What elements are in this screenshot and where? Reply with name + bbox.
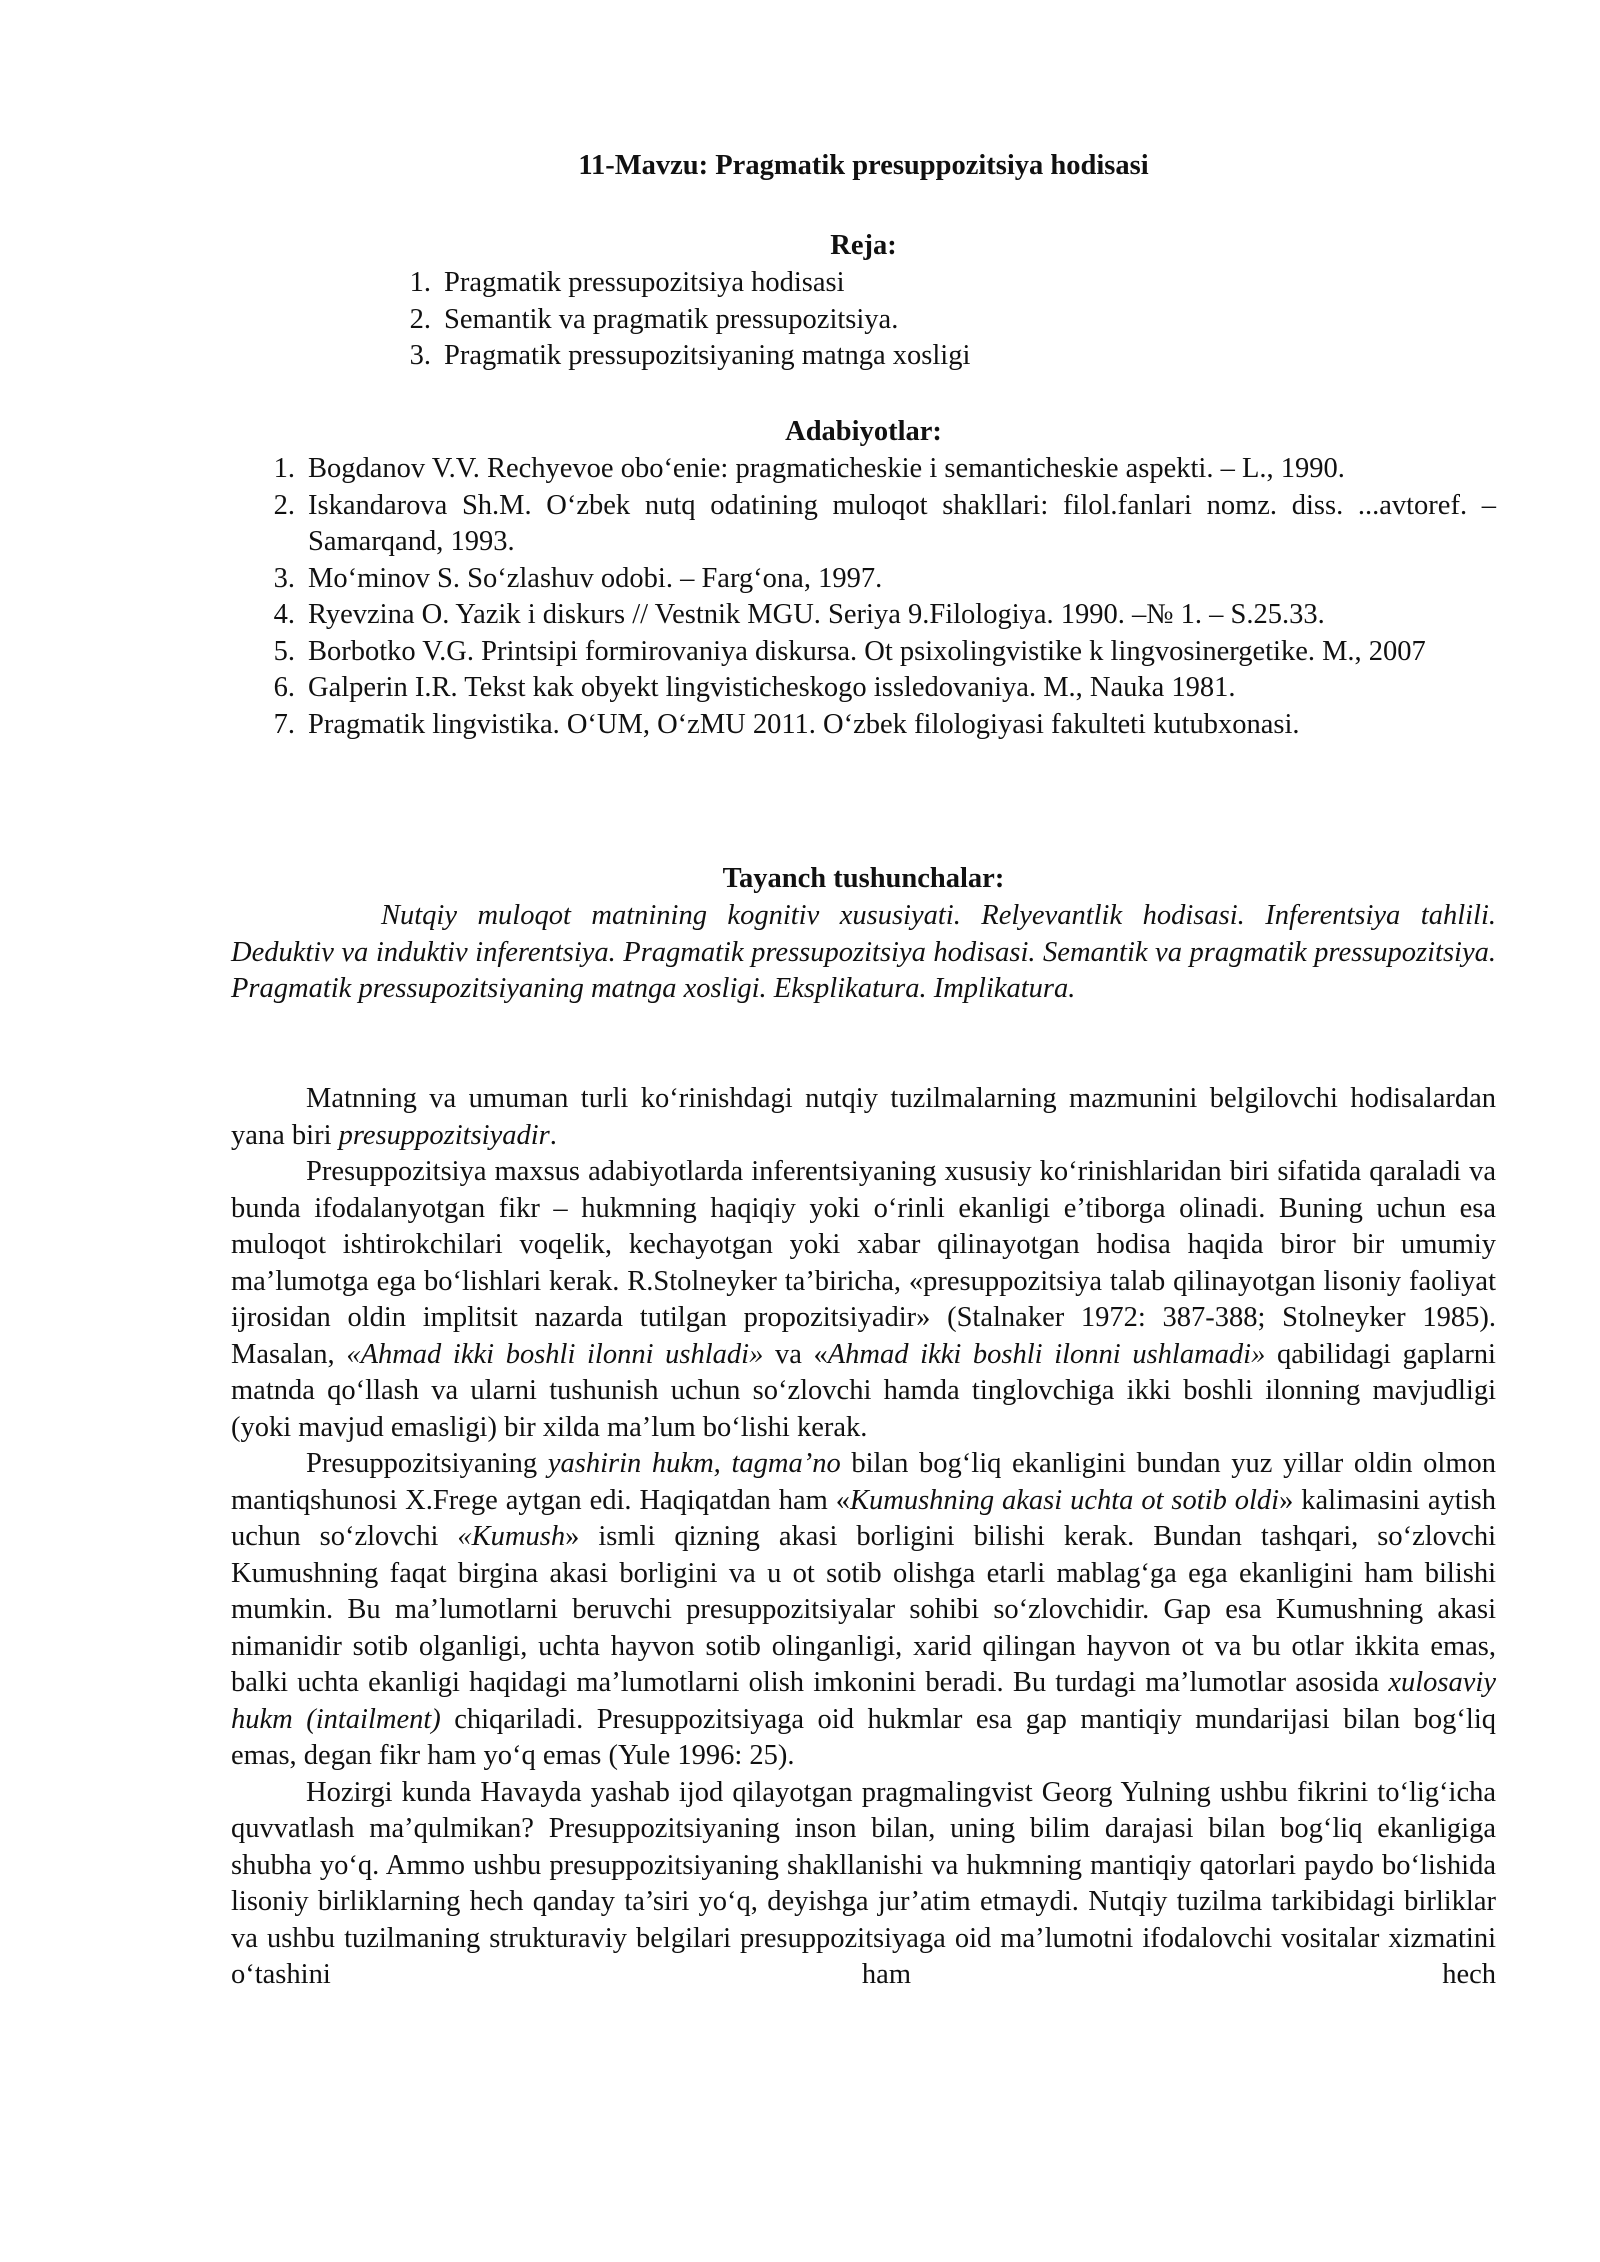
text-run: » ismli qizning akasi borligini bilishi kerak. Bundan tashqari, so‘zlovchi Kumushning faqat birgina akasi borligini va u ot sotib olishga etarli mablag‘ga ega ekanligini ham bilishi mumkin. Bu ma’lumotlarni beruvchi presuppozitsiyalar sohibi so‘zlovchidir. Gap esa Kumushning akasi nimanidir sotib olganligi, uchta hayvon sotib olinganligi, xarid qilingan hayvon ot va bu otlar ikkita emas, balki uchta ekanligi haqidagi ma’lumotlarni olish imkonini beradi. Bu turdagi ma’lumotlar asosida — [231, 1521, 1496, 1698]
page-title: 11-Mavzu: Pragmatik presuppozitsiya hodisasi — [578, 150, 1149, 181]
reference-text: Mo‘minov S. So‘zlashuv odobi. – Farg‘ona, 1997. — [308, 562, 883, 594]
text-run: Presuppozitsiya maxsus adabiyotlarda inferentsiyaning xususiy ko‘rinishlaridan biri sifatida qaraladi va bunda ifodalanyotgan fikr – hukmning haqiqiy yoki o‘rinli ekanligi e’tiborga olinadi. Buning uchun esa muloqot ishtirokchilari voqelik, kechayotgan yoki xabar qilinayotgan hodisa haqida biror bir umumiy ma’lumotga ega bo‘lishlari kerak. R.Stolneyker ta’biricha, «presuppozitsiya talab qilinayotgan lisoniy faoliyat ijrosidan oldin implitsit nazarda tutilgan propozitsiyadir» (Stalnaker 1972: 387-388; Stolneyker 1985). Masalan, — [231, 1156, 1496, 1370]
text-run: » kalimasini aytish uchun so‘zlovchi — [231, 1484, 1497, 1552]
reference-text: Galperin I.R. Tekst kak obyekt lingvisticheskogo issledovaniya. M., Nauka 1981. — [308, 672, 1236, 703]
italic-run: xulosaviy hukm (intailment) — [231, 1667, 1496, 1735]
plan-item-number: 2. — [409, 303, 431, 335]
text-run: va « — [763, 1338, 828, 1370]
body-paragraph-3 — [231, 1446, 1496, 1775]
references-heading: Adabiyotlar: — [785, 416, 942, 447]
plan-item — [386, 302, 1286, 339]
reference-number: 3. — [273, 562, 295, 594]
reference-number: 2. — [273, 489, 295, 521]
plan-item-text: Pragmatik pressupozitsiya hodisasi — [444, 267, 845, 298]
text-run: Matnning va umuman turli ko‘rinishdagi nutqiy tuzilmalarning mazmunini belgilovchi hodisalardan yana biri — [231, 1083, 1496, 1151]
reference-item — [231, 488, 1496, 561]
body-paragraph-2 — [231, 1154, 1496, 1446]
reference-text: Pragmatik lingvistika. O‘UM, O‘zMU 2011. O‘zbek filologiyasi fakulteti kutubxonasi. — [308, 708, 1300, 740]
keywords-heading: Tayanch tushunchalar: — [722, 863, 1005, 894]
reference-number: 6. — [273, 672, 295, 703]
italic-run: Ahmad ikki boshli ilonni ushlamadi» — [827, 1338, 1266, 1370]
text-run: qabilidagi gaplarni matnda qo‘llash va ularni tushunish uchun so‘zlovchi hamda tinglovchiga ikki boshli ilonning mavjudligi (yoki mavjud emasligi) bir xilda ma’lum bo‘lishi kerak. — [231, 1338, 1496, 1443]
body-paragraph-4: Hozirgi kunda Havayda yashab ijod qilayotgan pragmalingvist Georg Yulning ushbu fikrini to‘lig‘icha quvvatlash ma’qulmikan? Presuppozitsiyaning inson bilan, uning bilim darajasi bilan bog‘liq ekanligiga shubha yo‘q. Ammo ushbu presuppozitsiyaning shakllanishi va hukmning mantiqiy qatorlari paydo bo‘lishida lisoniy birliklarning hech qanday ta’siri yo‘q, deyishga jur’atim etmaydi. Nutqiy tuzilma tarkibidagi birliklar va ushbu tuzilmaning strukturaviy belgilari presuppozitsiyaga oid ma’lumotni ifodalovchi vositalar xizmatini o‘tashini ham hech — [231, 1776, 1496, 1990]
references-list — [231, 451, 1496, 743]
reference-item — [231, 634, 1496, 671]
reference-text: Bogdanov V.V. Rechyevoe obo‘enie: pragmaticheskie i semanticheskie aspekti. – L., 1990. — [308, 453, 1345, 484]
italic-run: presuppozitsiyadir — [338, 1119, 550, 1151]
reference-text: Borbotko V.G. Printsipi formirovaniya diskursa. Ot psixolingvistike k lingvosinergetike. M., 2007 — [308, 635, 1426, 667]
reference-item — [231, 597, 1496, 634]
italic-run: Kumushning akasi uchta ot sotib oldi — [849, 1484, 1280, 1516]
keywords-text: Nutqiy muloqot matnining kognitiv xususiyati. Relyevantlik hodisasi. Inferentsiya tahlili. Deduktiv va induktiv inferentsiya. Pragmatik pressupozitsiya hodisasi. Semantik va pragmatik pressupozitsiya. Pragmatik pressupozitsiyaning matnga xosligi. Eksplikatura. Implikatura. — [231, 900, 1496, 1004]
plan-list — [386, 265, 1286, 375]
italic-run: «Kumush — [457, 1521, 566, 1552]
reference-item — [231, 561, 1496, 598]
reference-number: 1. — [273, 453, 295, 484]
reference-number: 5. — [273, 635, 295, 667]
text-run: Presuppozitsiyaning — [306, 1448, 548, 1479]
text-run: chiqariladi. Presuppozitsiyaga oid hukmlar esa gap mantiqiy mundarijasi bilan bog‘liq emas, degan fikr ham yo‘q emas (Yule 1996: 25). — [231, 1703, 1496, 1771]
reference-number: 4. — [273, 599, 295, 630]
reference-item — [231, 451, 1496, 488]
plan-item — [386, 338, 1286, 375]
plan-heading: Reja: — [830, 230, 897, 261]
plan-item-text: Pragmatik pressupozitsiyaning matnga xosligi — [444, 340, 971, 371]
body-paragraph-1 — [231, 1081, 1496, 1154]
italic-run: «Ahmad ikki boshli ilonni ushladi» — [346, 1338, 764, 1370]
plan-item-number: 3. — [409, 340, 431, 371]
reference-number: 7. — [273, 708, 295, 740]
reference-text: Iskandarova Sh.M. O‘zbek nutq odatining muloqot shakllari: filol.fanlari nomz. diss. ...avtoref. – Samarqand, 1993. — [308, 489, 1496, 557]
body-text — [231, 1081, 1496, 1994]
plan-item-text: Semantik va pragmatik pressupozitsiya. — [444, 303, 899, 335]
plan-item-number: 1. — [409, 267, 431, 298]
text-run: . — [549, 1119, 557, 1151]
reference-text: Ryevzina O. Yazik i diskurs // Vestnik MGU. Seriya 9.Filologiya. 1990. –№ 1. – S.25.33. — [308, 599, 1325, 630]
reference-item — [231, 707, 1496, 744]
text-run: bilan bog‘liq ekanligini bundan yuz yillar oldin olmon mantiqshunosi X.Frege aytgan edi. Haqiqatdan ham « — [231, 1448, 1497, 1516]
reference-item — [231, 670, 1496, 707]
italic-run: yashirin hukm, tagma’no — [547, 1448, 841, 1479]
plan-item — [386, 265, 1286, 302]
